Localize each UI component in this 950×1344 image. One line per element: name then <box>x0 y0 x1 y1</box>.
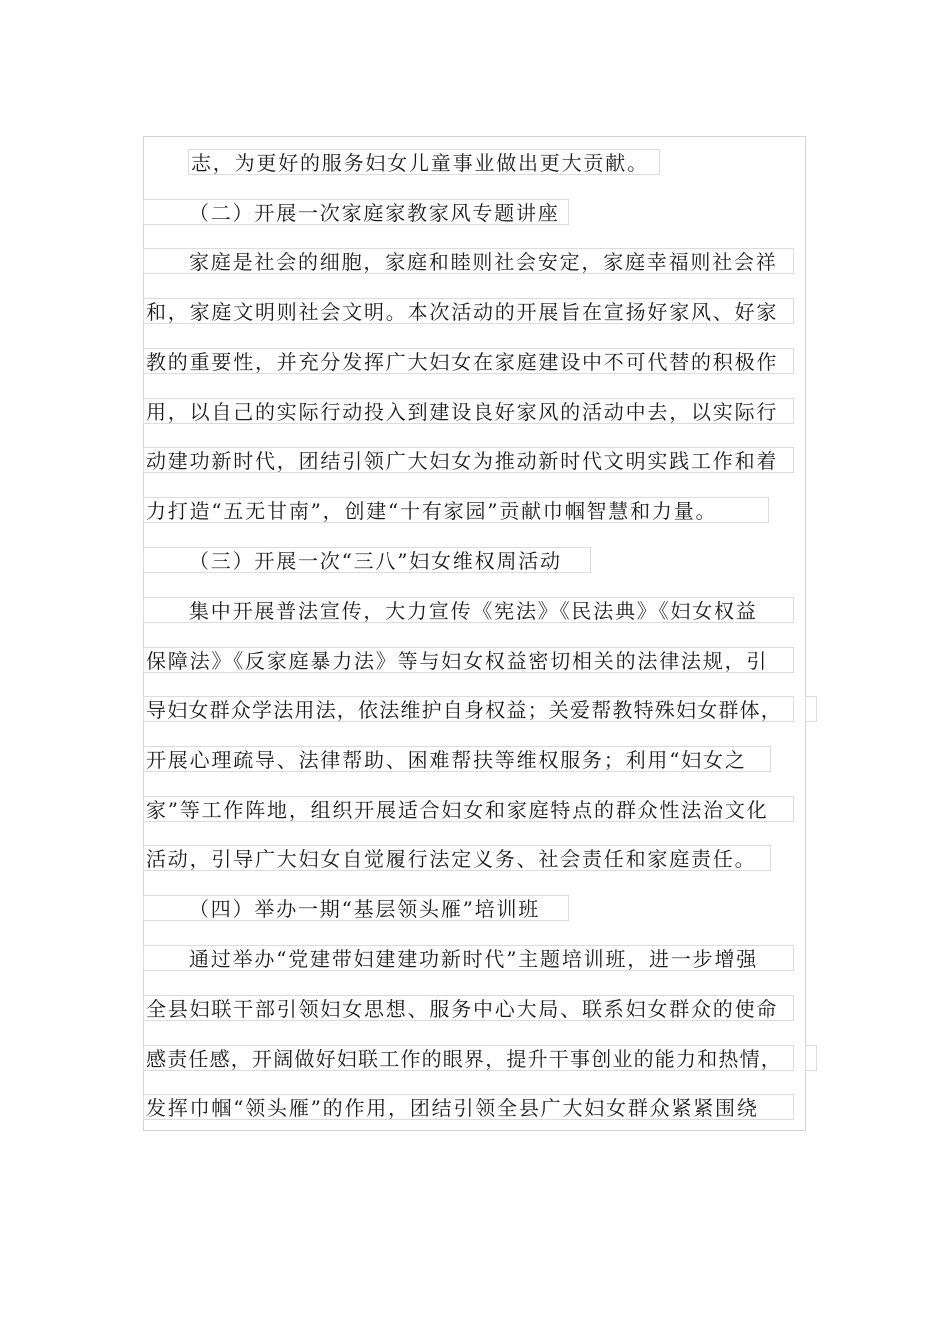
section-heading: （二）开展一次家庭家教家风专题讲座 <box>143 199 569 225</box>
text-line: 力打造“五无甘南”，创建“十有家园”贡献巾帼智慧和力量。 <box>143 497 769 523</box>
text-line: 开展心理疏导、法律帮助、困难帮扶等维权服务；利用“妇女之 <box>143 746 771 772</box>
text-line: 保障法》《反家庭暴力法》等与妇女权益密切相关的法律法规，引 <box>143 647 794 673</box>
text-line: 教的重要性，并充分发挥广大妇女在家庭建设中不可代替的积极作 <box>143 348 794 374</box>
text-line: 感责任感，开阔做好妇联工作的眼界，提升干事创业的能力和热情， <box>143 1045 794 1071</box>
overflow-marker <box>805 1045 817 1071</box>
section-heading: （四）举办一期“基层领头雁”培训班 <box>143 895 569 921</box>
section-heading: （三）开展一次“三八”妇女维权周活动 <box>143 547 591 573</box>
text-line: 用，以自己的实际行动投入到建设良好家风的活动中去，以实际行 <box>143 398 794 424</box>
text-line: 集中开展普法宣传，大力宣传《宪法》《民法典》《妇女权益 <box>143 597 794 623</box>
text-line: 导妇女群众学法用法，依法维护自身权益；关爱帮教特殊妇女群体， <box>143 696 794 722</box>
text-line: 动建功新时代，团结引领广大妇女为推动新时代文明实践工作和着 <box>143 447 794 473</box>
text-line: 通过举办“党建带妇建建功新时代”主题培训班，进一步增强 <box>143 945 794 971</box>
text-line: 家”等工作阵地，组织开展适合妇女和家庭特点的群众性法治文化 <box>143 796 794 822</box>
text-line: 和，家庭文明则社会文明。本次活动的开展旨在宣扬好家风、好家 <box>143 298 794 324</box>
text-line: 志，为更好的服务妇女儿童事业做出更大贡献。 <box>188 149 660 175</box>
text-line: 全县妇联干部引领妇女思想、服务中心大局、联系妇女群众的使命 <box>143 995 794 1021</box>
overflow-marker <box>805 696 817 722</box>
page-border <box>143 136 806 1131</box>
text-line: 活动，引导广大妇女自觉履行法定义务、社会责任和家庭责任。 <box>143 845 771 871</box>
text-line: 家庭是社会的细胞，家庭和睦则社会安定，家庭幸福则社会祥 <box>143 248 794 274</box>
text-line: 发挥巾帼“领头雁”的作用，团结引领全县广大妇女群众紧紧围绕 <box>143 1094 794 1120</box>
